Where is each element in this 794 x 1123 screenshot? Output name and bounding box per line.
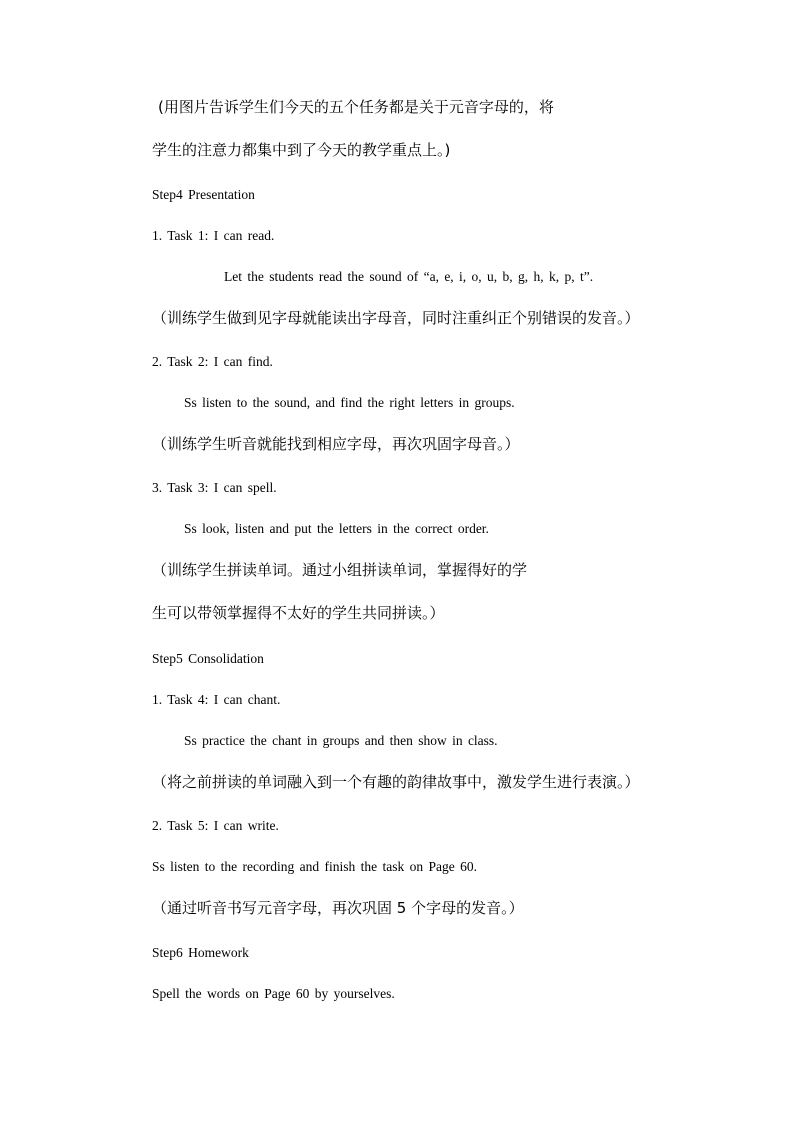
note-line-intro-2: 学生的注意力都集中到了今天的教学重点上。) [152,141,451,159]
task1-instruction: Let the students read the sound of “a, e, i, o, u, b, g, h, k, p, t”. [224,269,594,284]
task3-instruction: Ss look, listen and put the letters in the correct order. [184,521,489,536]
task5-instruction: Ss listen to the recording and finish the task on Page 60. [152,859,477,874]
task1-title: 1. Task 1: I can read. [152,228,275,243]
task4-title: 1. Task 4: I can chant. [152,692,281,707]
step4-heading: Step4 Presentation [152,187,255,202]
note-line-intro-1: (用图片告诉学生们今天的五个任务都是关于元音字母的，将 [158,98,554,116]
task4-note: （将之前拼读的单词融入到一个有趣的韵律故事中，激发学生进行表演。） [152,773,640,791]
task5-title: 2. Task 5: I can write. [152,818,279,833]
task3-note-1: （训练学生拼读单词。通过小组拼读单词，掌握得好的学 [152,561,528,579]
task5-note: （通过听音书写元音字母，再次巩固 5 个字母的发音。） [152,899,524,917]
step6-heading: Step6 Homework [152,945,249,960]
task3-title: 3. Task 3: I can spell. [152,480,277,495]
task2-note: （训练学生听音就能找到相应字母，再次巩固字母音。） [152,435,520,453]
task1-note: （训练学生做到见字母就能读出字母音，同时注重纠正个别错误的发音。） [152,309,640,327]
step5-heading: Step5 Consolidation [152,651,264,666]
task2-title: 2. Task 2: I can find. [152,354,273,369]
task4-instruction: Ss practice the chant in groups and then show in class. [184,733,498,748]
task2-instruction: Ss listen to the sound, and find the right letters in groups. [184,395,515,410]
task3-note-2: 生可以带领掌握得不太好的学生共同拼读。） [152,604,445,622]
homework-instruction: Spell the words on Page 60 by yourselves. [152,986,395,1001]
